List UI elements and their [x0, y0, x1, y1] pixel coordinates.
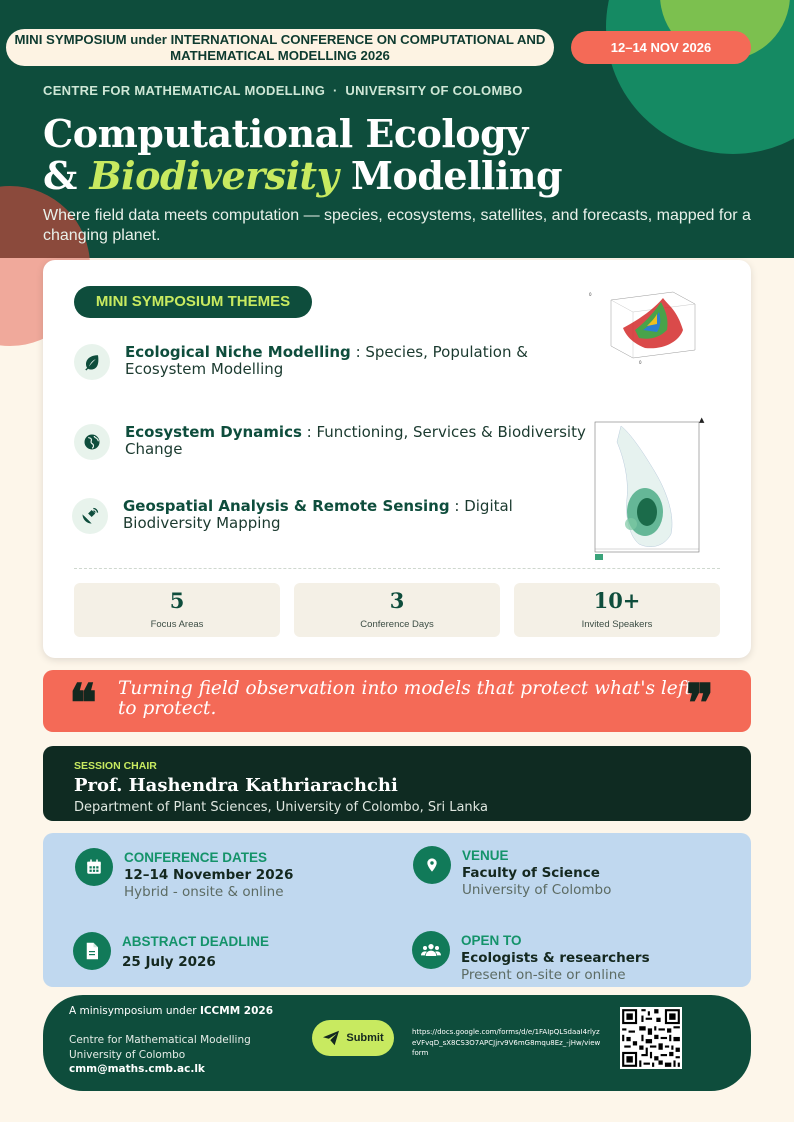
info-panel [43, 833, 751, 987]
info-heading: OPEN TO [461, 933, 522, 948]
info-value: Ecologists & researchers [461, 950, 650, 966]
info-value: 12–14 November 2026 [124, 867, 294, 883]
title-rest: Modelling [338, 153, 563, 198]
chair-label: SESSION CHAIR [74, 760, 157, 772]
send-icon [322, 1030, 340, 1046]
stat-label: Focus Areas [150, 619, 204, 630]
title-line-2 [43, 155, 562, 197]
info-heading: ABSTRACT DEADLINE [122, 934, 269, 949]
leaf-icon [74, 344, 110, 380]
stat-label: Conference Days [360, 619, 434, 630]
stat-value: 10+ [593, 588, 641, 613]
open-quote-icon: ❝ [69, 673, 97, 734]
quote-text: Turning field observation into models that protect what's left to protect. [118, 678, 692, 719]
chair-name: Prof. Hashendra Kathriarachchi [74, 775, 398, 796]
info-heading: CONFERENCE DATES [124, 850, 268, 865]
header-banner [0, 0, 794, 258]
theme-text [123, 498, 593, 532]
qr-code-icon[interactable] [620, 1007, 682, 1069]
page-title [43, 113, 562, 197]
tagline: Where field data meets computation — species, ecosystems, satellites, and forecasts, mapped for a changing planet. [43, 207, 751, 244]
theme-text [125, 344, 595, 378]
quote-banner [43, 670, 751, 732]
symposium-badge: MINI SYMPOSIUM under INTERNATIONAL CONFERENCE ON COMPUTATIONAL AND MATHEMATICAL MODELLING 2026 [6, 29, 554, 66]
sri-lanka-map-image [591, 412, 713, 562]
themes-heading: MINI SYMPOSIUM THEMES [74, 286, 312, 318]
footer-email[interactable]: cmm@maths.cmb.ac.lk [69, 1063, 205, 1075]
info-value: Faculty of Science [462, 865, 600, 881]
svg-text:▲: ▲ [699, 416, 705, 424]
users-icon [412, 931, 450, 969]
theme-desc: : Digital Biodiversity Mapping [123, 497, 513, 532]
info-sub: Hybrid - onsite & online [124, 884, 284, 900]
stat-invited-speakers [514, 583, 720, 637]
theme-text [125, 424, 595, 458]
info-sub: University of Colombo [462, 882, 612, 898]
theme-title: Geospatial Analysis & Remote Sensing [123, 497, 450, 515]
divider [74, 568, 720, 569]
organiser-line: CENTRE FOR MATHEMATICAL MODELLING · UNIVERSITY OF COLOMBO [43, 83, 523, 98]
svg-text:0: 0 [589, 292, 592, 297]
footer-bar [43, 995, 751, 1091]
theme-title: Ecological Niche Modelling [125, 343, 351, 361]
theme-title: Ecosystem Dynamics [125, 423, 302, 441]
niche-3d-plot-image [583, 280, 703, 366]
theme-desc: : Species, Population & Ecosystem Modelling [125, 343, 528, 378]
theme-desc: : Functioning, Services & Biodiversity Change [125, 423, 586, 458]
session-chair-card [43, 746, 751, 821]
close-quote-icon: ❞ [686, 673, 714, 734]
submit-button[interactable] [312, 1020, 394, 1056]
svg-text:0: 0 [639, 360, 642, 365]
themes-card [43, 260, 751, 658]
footer-intro [69, 1005, 273, 1017]
stat-conference-days [294, 583, 500, 637]
info-value: 25 July 2026 [122, 954, 216, 970]
location-pin-icon [413, 846, 451, 884]
document-icon [73, 932, 111, 970]
globe-icon [74, 424, 110, 460]
form-url-link[interactable]: https://docs.google.com/forms/d/e/1FAIpQLSdaaI4rlyzeVFvqD_sX8CS3O7APCJjrv9V6mG8mqu8Ez_-jHw/viewform [412, 1028, 601, 1057]
submit-label: Submit [346, 1032, 384, 1044]
calendar-icon [75, 848, 113, 886]
info-sub: Present on-site or online [461, 967, 626, 983]
title-highlight: Biodiversity [89, 153, 339, 198]
footer-organiser [69, 1033, 251, 1063]
footer-centre: Centre for Mathematical Modelling [69, 1034, 251, 1046]
stat-label: Invited Speakers [581, 619, 653, 630]
footer-conference-name: ICCMM 2026 [199, 1005, 274, 1017]
stat-value: 5 [169, 588, 185, 613]
date-badge: 12–14 NOV 2026 [571, 31, 751, 64]
stat-value: 3 [389, 588, 405, 613]
title-line-1: Computational Ecology [43, 111, 528, 156]
title-amp: & [43, 153, 90, 198]
info-heading: VENUE [462, 848, 509, 863]
stat-focus-areas [74, 583, 280, 637]
footer-university: University of Colombo [69, 1049, 186, 1061]
footer-intro-text: A minisymposium under [69, 1005, 200, 1017]
satellite-icon [72, 498, 108, 534]
chair-department: Department of Plant Sciences, University of Colombo, Sri Lanka [74, 800, 488, 815]
